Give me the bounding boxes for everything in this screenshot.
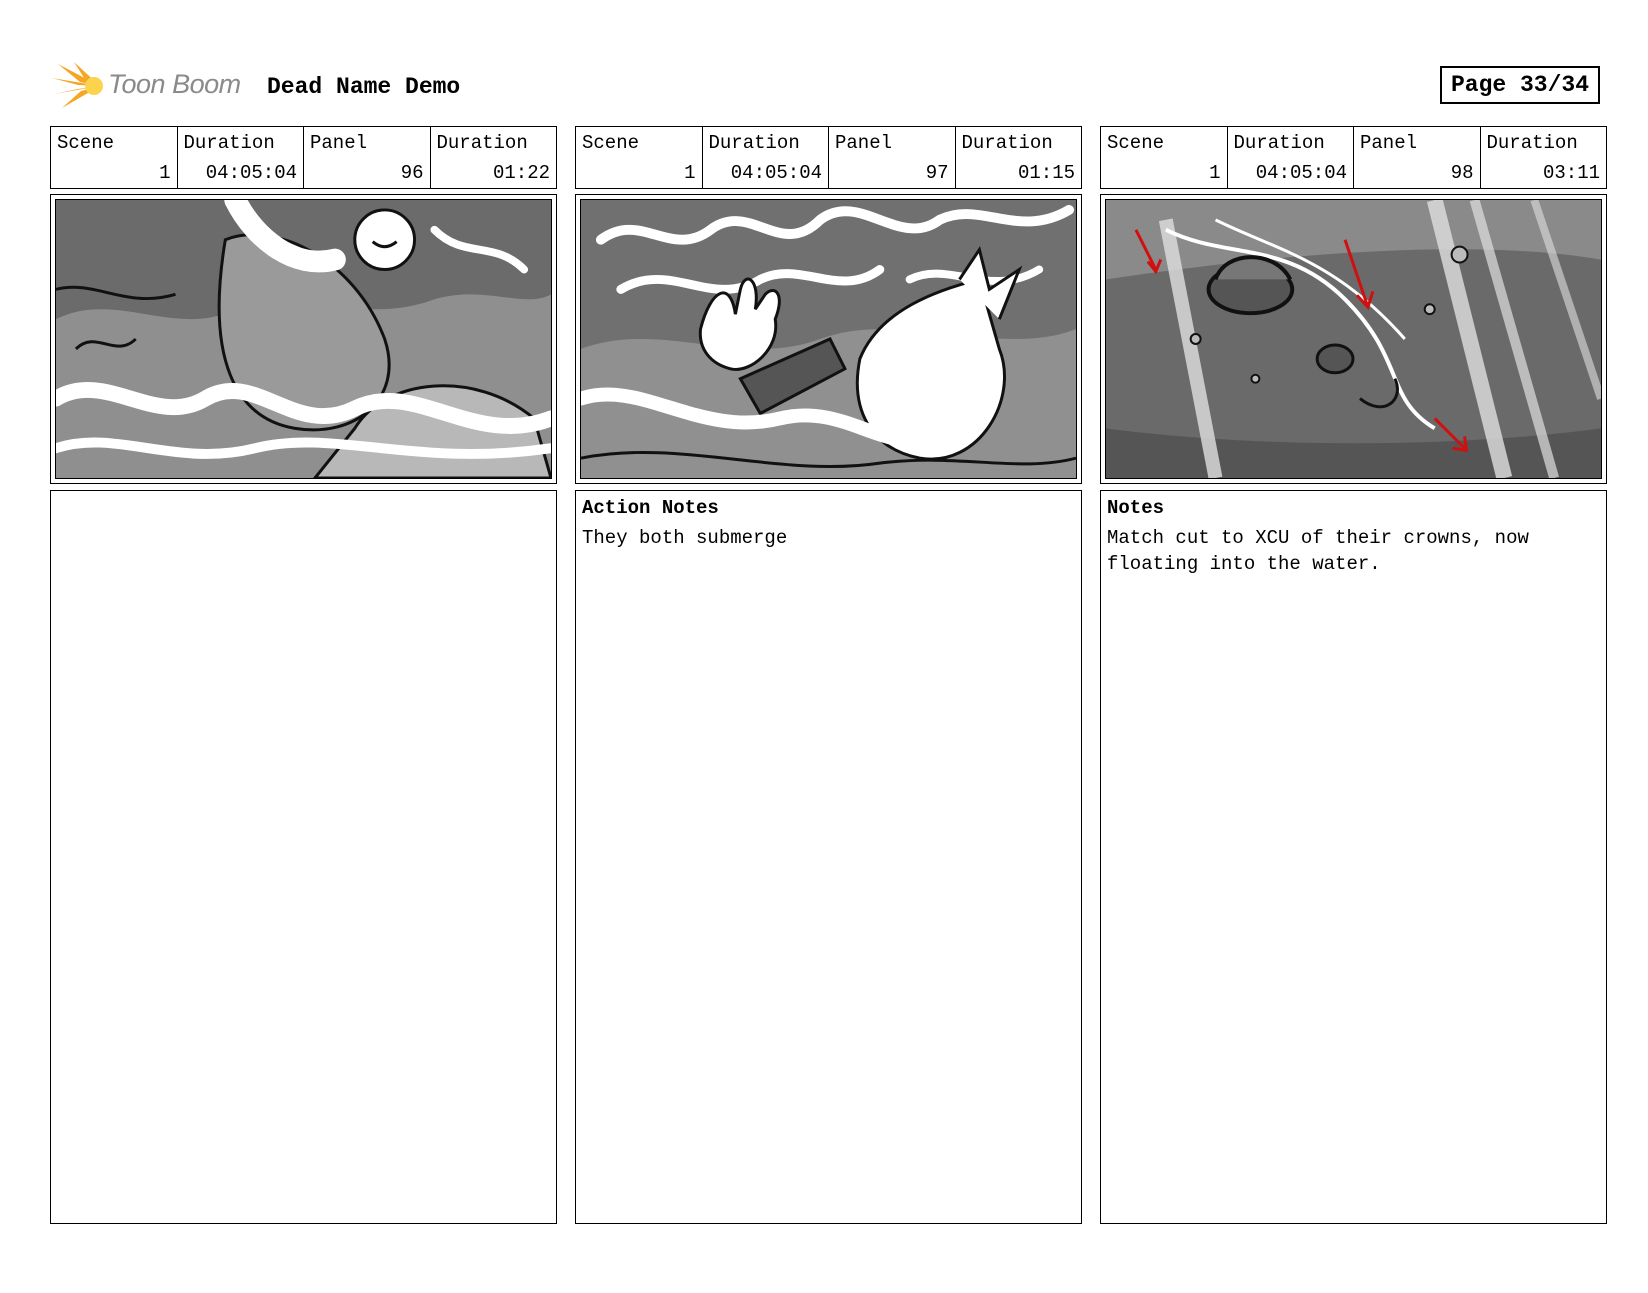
- sketch-hand-submerge: [581, 200, 1076, 478]
- scene-duration-value: 04:05:04: [205, 162, 297, 184]
- panel-cell: [304, 127, 431, 188]
- panel-info-table: [50, 126, 557, 189]
- notes-box: [575, 490, 1082, 1224]
- scene-value: 1: [1209, 162, 1221, 184]
- storyboard-frame: [575, 194, 1082, 484]
- panel-value: 96: [400, 162, 424, 184]
- page-indicator: Page 33/34: [1440, 66, 1600, 104]
- panel-duration-cell: [956, 127, 1082, 188]
- panel-duration-label: Duration: [1486, 132, 1578, 154]
- notes-text: They both submerge: [582, 527, 788, 549]
- document-title: Dead Name Demo: [267, 74, 461, 100]
- sketch-floating-crowns: [1106, 200, 1601, 478]
- panel-duration-value: 01:22: [492, 162, 550, 184]
- scene-cell: [51, 127, 178, 188]
- panel-cell: [1354, 127, 1481, 188]
- scene-label: Scene: [1107, 132, 1165, 154]
- scene-duration-label: Duration: [1233, 132, 1325, 154]
- scene-label: Scene: [57, 132, 115, 154]
- scene-duration-cell: [703, 127, 830, 188]
- storyboard-frame: [1100, 194, 1607, 484]
- toon-boom-logo: [50, 60, 250, 112]
- page-header: [50, 58, 1610, 114]
- notes-title: Action Notes: [582, 497, 719, 519]
- notes-box: [50, 490, 557, 1224]
- scene-cell: [1101, 127, 1228, 188]
- scene-value: 1: [159, 162, 171, 184]
- panel-label: Panel: [310, 132, 368, 154]
- panel-label: Panel: [1360, 132, 1418, 154]
- notes-box: [1100, 490, 1607, 1224]
- panel-label: Panel: [835, 132, 893, 154]
- panel-value: 97: [925, 162, 949, 184]
- scene-duration-cell: [1228, 127, 1355, 188]
- panel-value: 98: [1450, 162, 1474, 184]
- starburst-icon: [50, 60, 110, 112]
- panel-duration-cell: [1481, 127, 1607, 188]
- scene-duration-label: Duration: [708, 132, 800, 154]
- notes-title: [57, 497, 550, 521]
- notes-text: Match cut to XCU of their crowns, now floating into the water.: [1107, 527, 1529, 575]
- scene-duration-cell: [178, 127, 305, 188]
- scene-cell: [576, 127, 703, 188]
- scene-duration-label: Duration: [183, 132, 275, 154]
- notes-title: Notes: [1107, 497, 1165, 519]
- panel-duration-value: 03:11: [1542, 162, 1600, 184]
- scene-duration-value: 04:05:04: [1255, 162, 1347, 184]
- panel-duration-label: Duration: [436, 132, 528, 154]
- scene-value: 1: [684, 162, 696, 184]
- sketch-character-splash: [56, 200, 551, 478]
- panel-duration-cell: [431, 127, 557, 188]
- storyboard-frame: [50, 194, 557, 484]
- panel-cell: [829, 127, 956, 188]
- scene-label: Scene: [582, 132, 640, 154]
- panel-duration-value: 01:15: [1017, 162, 1075, 184]
- logo-text: Toon Boom: [108, 69, 241, 99]
- panel-duration-label: Duration: [961, 132, 1053, 154]
- scene-duration-value: 04:05:04: [730, 162, 822, 184]
- panel-info-table: [575, 126, 1082, 189]
- panel-info-table: [1100, 126, 1607, 189]
